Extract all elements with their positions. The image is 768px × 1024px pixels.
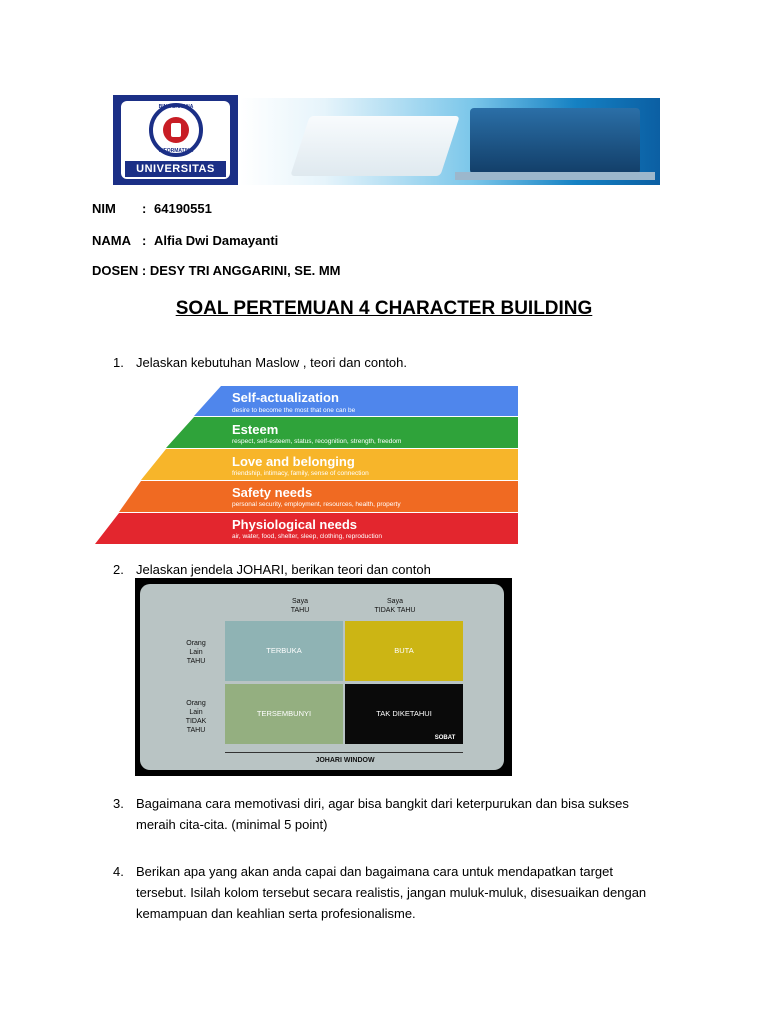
- header-banner-image: [240, 98, 660, 185]
- johari-cell-hidden: TERSEMBUNYI: [225, 684, 343, 744]
- seal-text-top: BINA SARANA: [158, 104, 194, 110]
- question-text: Jelaskan kebutuhan Maslow , teori dan contoh.: [136, 355, 408, 370]
- johari-col-label: Saya TAHU: [290, 598, 310, 614]
- question-number: 4.: [113, 864, 124, 879]
- info-dosen: [92, 263, 341, 278]
- question-number: 1.: [113, 355, 124, 370]
- tier-title: Self-actualization: [232, 390, 339, 405]
- page-title: SOAL PERTEMUAN 4 CHARACTER BUILDING: [175, 298, 593, 319]
- johari-col-label: Saya TIDAK TAHU: [374, 598, 416, 614]
- tier-subtitle: personal security, employment, resources, health, property: [232, 501, 401, 508]
- johari-row-label: Orang Lain TAHU: [186, 640, 206, 665]
- tier-title: Love and belonging: [232, 454, 355, 469]
- info-label: NIM: [92, 201, 116, 216]
- logo-name: UNIVERSITAS: [125, 161, 226, 177]
- johari-window-figure: [135, 578, 512, 776]
- question-text: Berikan apa yang akan anda capai dan bagaimana cara untuk mendapatkan target tersebut. Isilah kolom tersebut secara realistis, jangan muluk-muluk, disesuaikan dengan kemampuan dan keahlian serta profesionalisme.: [136, 864, 647, 921]
- info-sep: :: [141, 263, 147, 278]
- info-value: Alfia Dwi Damayanti: [154, 233, 279, 248]
- info-value: DESY TRI ANGGARINI, SE. MM: [149, 263, 341, 278]
- university-logo: [113, 95, 238, 185]
- question-text: Bagaimana cara memotivasi diri, agar bisa bangkit dari keterpurukan dan bisa sukses meraih cita-cita. (minimal 5 point): [136, 796, 629, 832]
- info-label: NAMA: [92, 233, 131, 248]
- tier-title: Physiological needs: [232, 517, 357, 532]
- johari-cell-open: TERBUKA: [225, 621, 343, 681]
- johari-brand: SOBAT: [434, 735, 456, 741]
- question-number: 3.: [113, 796, 124, 811]
- book-graphic: [290, 116, 459, 176]
- tier-subtitle: air, water, food, shelter, sleep, clothing, reproduction: [232, 533, 382, 540]
- info-nama: [92, 233, 279, 248]
- johari-row-label: Orang Lain TIDAK TAHU: [185, 700, 207, 734]
- info-sep: :: [142, 233, 147, 248]
- question-text: Jelaskan jendela JOHARI, berikan teori dan contoh: [136, 562, 431, 577]
- tier-subtitle: friendship, intimacy, family, sense of connection: [232, 470, 369, 477]
- seal-text-bottom: INFORMATIKA: [158, 148, 194, 154]
- info-value: 64190551: [154, 201, 212, 216]
- info-label: DOSEN: [92, 263, 139, 278]
- question-number: 2.: [113, 562, 124, 577]
- seal-emblem: [149, 103, 203, 157]
- johari-cell-unknown: TAK DIKETAHUI: [345, 684, 463, 744]
- tier-subtitle: respect, self-esteem, status, recognition, strength, freedom: [232, 438, 402, 445]
- johari-caption: JOHARI WINDOW: [315, 757, 375, 764]
- laptop-graphic: [470, 108, 640, 174]
- info-sep: :: [142, 201, 147, 216]
- tier-title: Esteem: [232, 422, 279, 437]
- tier-subtitle: desire to become the most that one can be: [232, 407, 356, 414]
- info-nim: [92, 201, 212, 216]
- tier-title: Safety needs: [232, 485, 313, 500]
- johari-cell-blind: BUTA: [345, 621, 463, 681]
- maslow-pyramid: [95, 386, 518, 546]
